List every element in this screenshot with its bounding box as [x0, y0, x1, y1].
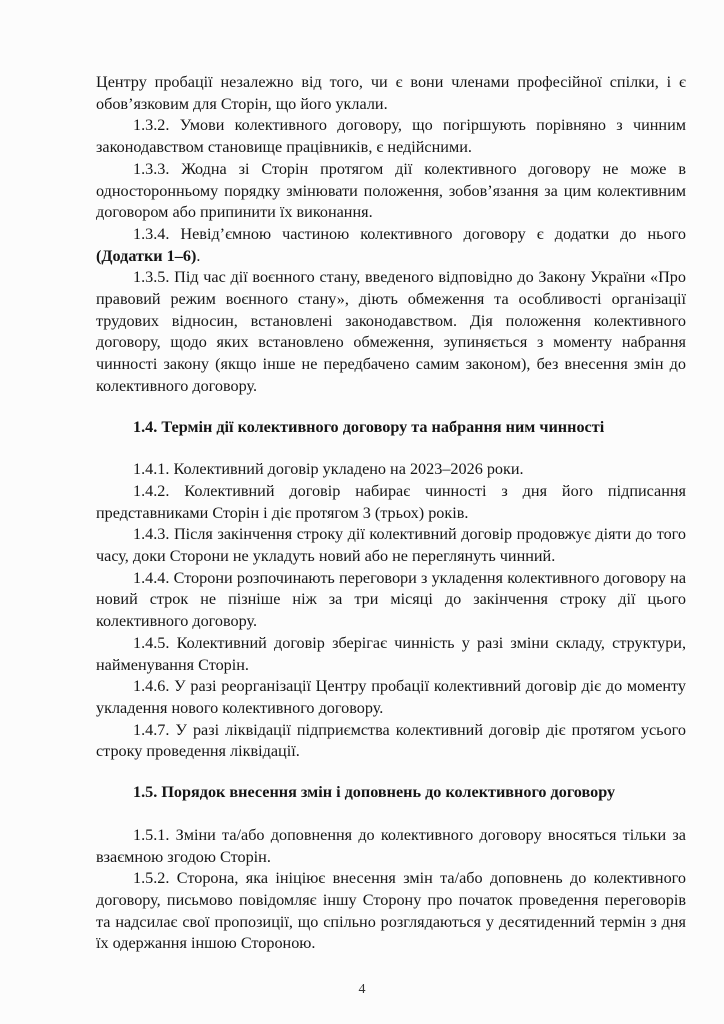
document-body — [96, 72, 686, 955]
paragraph-1-4-3: 1.4.3. Після закінчення строку дії колективний договір продовжує діяти до того часу, доки Сторони не укладуть новий або не переглянуть чинний. — [96, 525, 686, 566]
paragraph-1-3-4-text: 1.3.4. Невід’ємною частиною колективного договору є додатки до нього — [133, 224, 686, 243]
paragraph-1-3-4-end: . — [196, 246, 201, 265]
paragraph-1-3-3: 1.3.3. Жодна зі Сторін протягом дії колективного договору не може в односторонньому порядку змінювати положення, зобов’язання за цим колективним договором або припинити їх виконання. — [96, 159, 686, 222]
paragraph-1-4-2: 1.4.2. Колективний договір набирає чинності з дня його підписання представниками Сторін і діє протягом 3 (трьох) років. — [96, 481, 686, 522]
paragraph-1-4-5: 1.4.5. Колективний договір зберігає чинність у разі зміни складу, структури, найменування Сторін. — [96, 633, 686, 674]
paragraph-1-4-1: 1.4.1. Колективний договір укладено на 2023–2026 роки. — [133, 460, 524, 479]
paragraph-1-3-2: 1.3.2. Умови колективного договору, що погіршують порівняно з чинним законодавством становище працівників, є недійсними. — [96, 116, 686, 157]
paragraph-1-3-4 — [96, 224, 686, 267]
page-number: 4 — [358, 982, 366, 997]
paragraph-1-4-6: 1.4.6. У разі реорганізації Центру пробації колективний договір діє до моменту укладення нового колективного договору. — [96, 677, 686, 717]
paragraph-1-4-7: 1.4.7. У разі ліквідації підприємства колективний договір діє протягом усього строку проведення ліквідації. — [96, 720, 686, 761]
paragraph-1-5-1: 1.5.1. Зміни та/або доповнення до колективного договору вносяться тільки за взаємною згодою Сторін. — [96, 825, 686, 866]
paragraph-continuation: Центру пробації незалежно від того, чи є вони членами професійної спілки, і є обов’язковим для Сторін, що його уклали. — [96, 73, 686, 113]
section-heading-1-4: 1.4. Термін дії колективного договору та набрання ним чинності — [133, 417, 605, 436]
section-heading-1-5: 1.5. Порядок внесення змін і доповнень до колективного договору — [133, 783, 616, 802]
paragraph-1-5-2: 1.5.2. Сторона, яка ініціює внесення змін та/або доповнень до колективного договору, письмово повідомляє іншу Сторону про початок проведення переговорів та надсилає свої пропозиції, що спільно розглядаються у десятиденний термін з дня їх одержання іншою Стороною. — [96, 869, 686, 953]
paragraph-1-3-5: 1.3.5. Під час дії воєнного стану, введеного відповідно до Закону України «Про правовий режим воєнного стану», діють обмеження та особливості організації трудових відносин, встановлені законодавством. Дія положення колективного договору, щодо яких встановлено обмеження, зупиняється з моменту набрання чинності закону (якщо інше не передбачено самим законом), без внесення змін до колективного договору. — [96, 268, 686, 395]
paragraph-1-4-4: 1.4.4. Сторони розпочинають переговори з укладення колективного договору на новий строк не пізніше ніж за три місяці до закінчення строку дії цього колективного договору. — [96, 568, 686, 631]
appendix-reference: (Додатки 1–6) — [96, 246, 197, 265]
